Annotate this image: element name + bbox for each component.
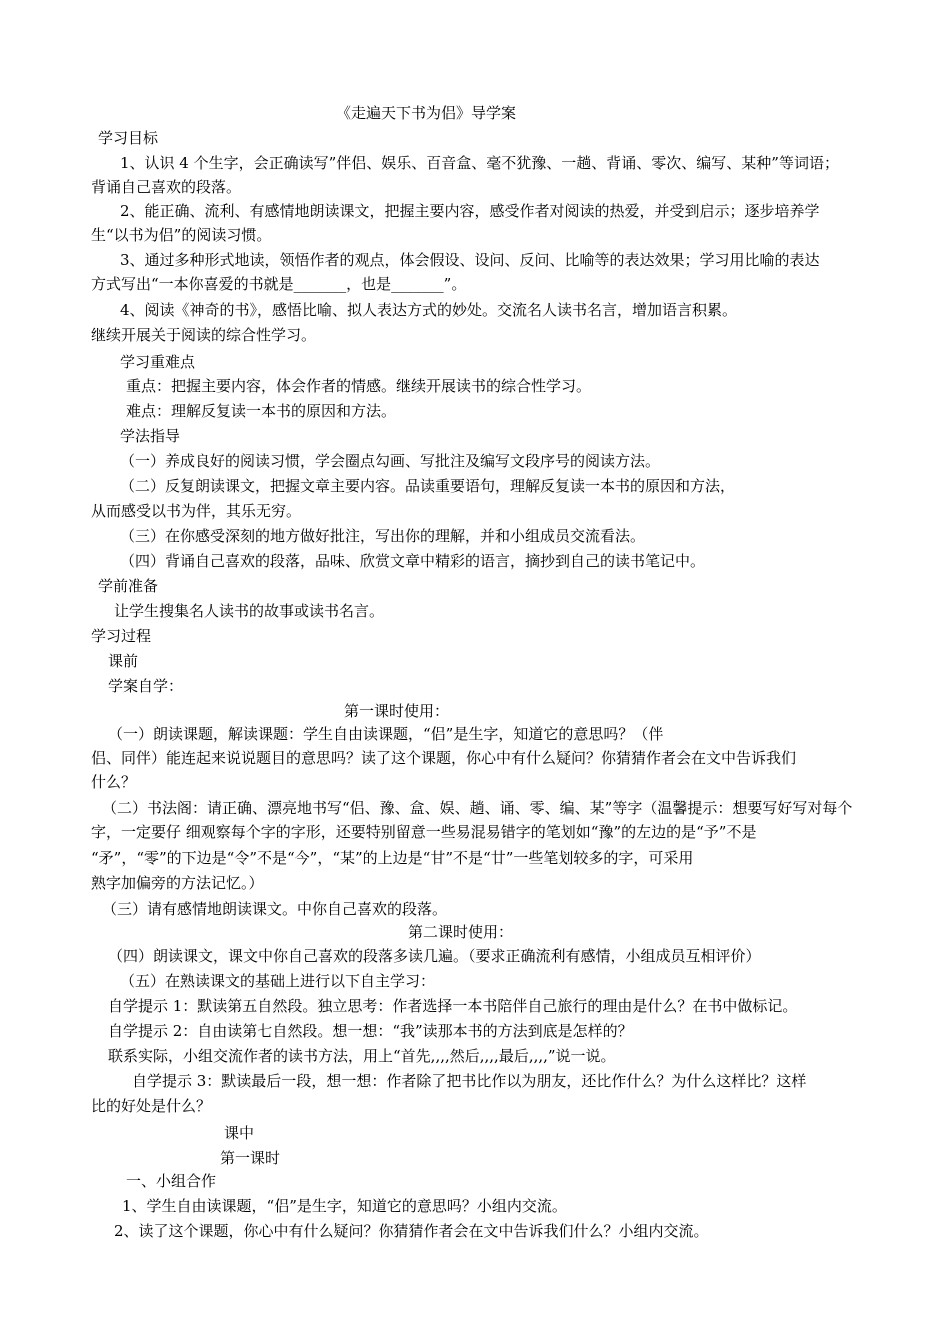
process-heading: 学习过程 <box>91 627 152 645</box>
item2-line-2: 字，一定要仔 细观察每个字的字形，还要特别留意一些易混易错字的笔划如“豫”的左边的是“予”不是 <box>91 823 757 841</box>
method-3: （三）在你感受深刻的地方做好批注，写出你的理解，并和小组成员交流看法。 <box>120 527 646 545</box>
hint3-line-2: 比的好处是什么？ <box>91 1097 212 1115</box>
during-class: 课中 <box>224 1124 255 1142</box>
prep-heading: 学前准备 <box>98 577 159 595</box>
connect: 联系实际，小组交流作者的读书方法，用上“首先,,,,然后,,,,最后,,,,”说一说。 <box>108 1047 616 1065</box>
hint2: 自学提示 2：自由读第七自然段。想一想：“我”读那本书的方法到底是怎样的？ <box>108 1022 633 1040</box>
item2-line-4: 熟字加偏旁的方法记忆。） <box>91 874 264 892</box>
method-heading: 学法指导 <box>120 427 181 445</box>
lesson1-use: 第一课时使用： <box>344 702 450 720</box>
hint3-line-1: 自学提示 3：默读最后一段，想一想：作者除了把书比作以为朋友，还比作什么？为什么这样比？这样 <box>132 1072 807 1090</box>
objective-2-line-2: 生“以书为侣”的阅读习惯。 <box>91 226 272 244</box>
keypoints-heading: 学习重难点 <box>120 353 196 371</box>
item1-line-1: （一）朗读课题，解读课题：学生自由读课题，“侣”是生字，知道它的意思吗？（伴 <box>108 725 664 743</box>
item2-line-3: “矛”，“零”的下边是“令”不是“今”，“某”的上边是“甘”不是“廿”一些笔划较多的字，可采用 <box>91 849 694 867</box>
objectives-heading: 学习目标 <box>98 129 159 147</box>
item5: （五）在熟读课文的基础上进行以下自主学习： <box>120 972 436 990</box>
hint1: 自学提示 1：默读第五自然段。独立思考：作者选择一本书陪伴自己旅行的理由是什么？在书中做标记。 <box>108 997 798 1015</box>
before-class: 课前 <box>108 652 139 670</box>
method-2-line-1: （二）反复朗读课文，把握文章主要内容。品读重要语句，理解反复读一本书的原因和方法， <box>120 477 736 495</box>
group-item-2: 2、读了这个课题，你心中有什么疑问？你猜猜作者会在文中告诉我们什么？小组内交流。 <box>114 1222 709 1240</box>
item2-line-1: （二）书法阁：请正确、漂亮地书写“侣、豫、盒、娱、趟、诵、零、编、某”等字（温馨提示：想要写好写对每个 <box>102 799 853 817</box>
page-title: 《走遍天下书为侣》导学案 <box>336 104 517 122</box>
prep-text: 让学生搜集名人读书的故事或读书名言。 <box>114 602 385 620</box>
item1-line-3: 什么？ <box>91 773 137 791</box>
objective-4-line-2: 继续开展关于阅读的综合性学习。 <box>91 326 317 344</box>
method-2-line-2: 从而感受以书为伴，其乐无穷。 <box>91 502 302 520</box>
method-4: （四）背诵自己喜欢的段落，品味、欣赏文章中精彩的语言，摘抄到自己的读书笔记中。 <box>120 552 706 570</box>
key-point: 重点：把握主要内容，体会作者的情感。继续开展读书的综合性学习。 <box>126 377 592 395</box>
objective-4-line-1: 4、阅读《神奇的书》，感悟比喻、拟人表达方式的妙处。交流名人读书名言，增加语言积累。 <box>120 301 738 319</box>
objective-2-line-1: 2、能正确、流利、有感情地朗读课文，把握主要内容，感受作者对阅读的热爱，并受到启示；逐步培养学 <box>120 202 820 220</box>
item1-line-2: 侣、同伴）能连起来说说题目的意思吗？读了这个课题，你心中有什么疑问？你猜猜作者会在文中告诉我们 <box>91 749 797 767</box>
difficult-point: 难点：理解反复读一本书的原因和方法。 <box>126 402 397 420</box>
lesson2-use: 第二课时使用： <box>408 923 514 941</box>
item3: （三）请有感情地朗读课文。中你自己喜欢的段落。 <box>102 900 448 918</box>
self-study-label: 学案自学： <box>108 677 184 695</box>
objective-3-line-1: 3、通过多种形式地读，领悟作者的观点，体会假设、设问、反问、比喻等的表达效果；学习用比喻的表达 <box>120 251 820 269</box>
group-heading: 一、小组合作 <box>126 1172 217 1190</box>
group-item-1: 1、学生自由读课题，“侣”是生字，知道它的意思吗？小组内交流。 <box>122 1197 567 1215</box>
lesson1-heading: 第一课时 <box>220 1149 281 1167</box>
item4: （四）朗读课文，课文中你自己喜欢的段落多读几遍。（要求正确流利有感情，小组成员互相评价） <box>108 947 761 965</box>
objective-3-line-2: 方式写出“一本你喜爱的书就是_______，也是_______”。 <box>91 275 467 293</box>
method-1: （一）养成良好的阅读习惯，学会圈点勾画、写批注及编写文段序号的阅读方法。 <box>120 452 661 470</box>
objective-1-line-1: 1、认识 4 个生字，会正确读写”伴侣、娱乐、百音盒、毫不犹豫、一趟、背诵、零次、编写、某种”等词语； <box>120 154 839 172</box>
objective-1-line-2: 背诵自己喜欢的段落。 <box>91 178 242 196</box>
